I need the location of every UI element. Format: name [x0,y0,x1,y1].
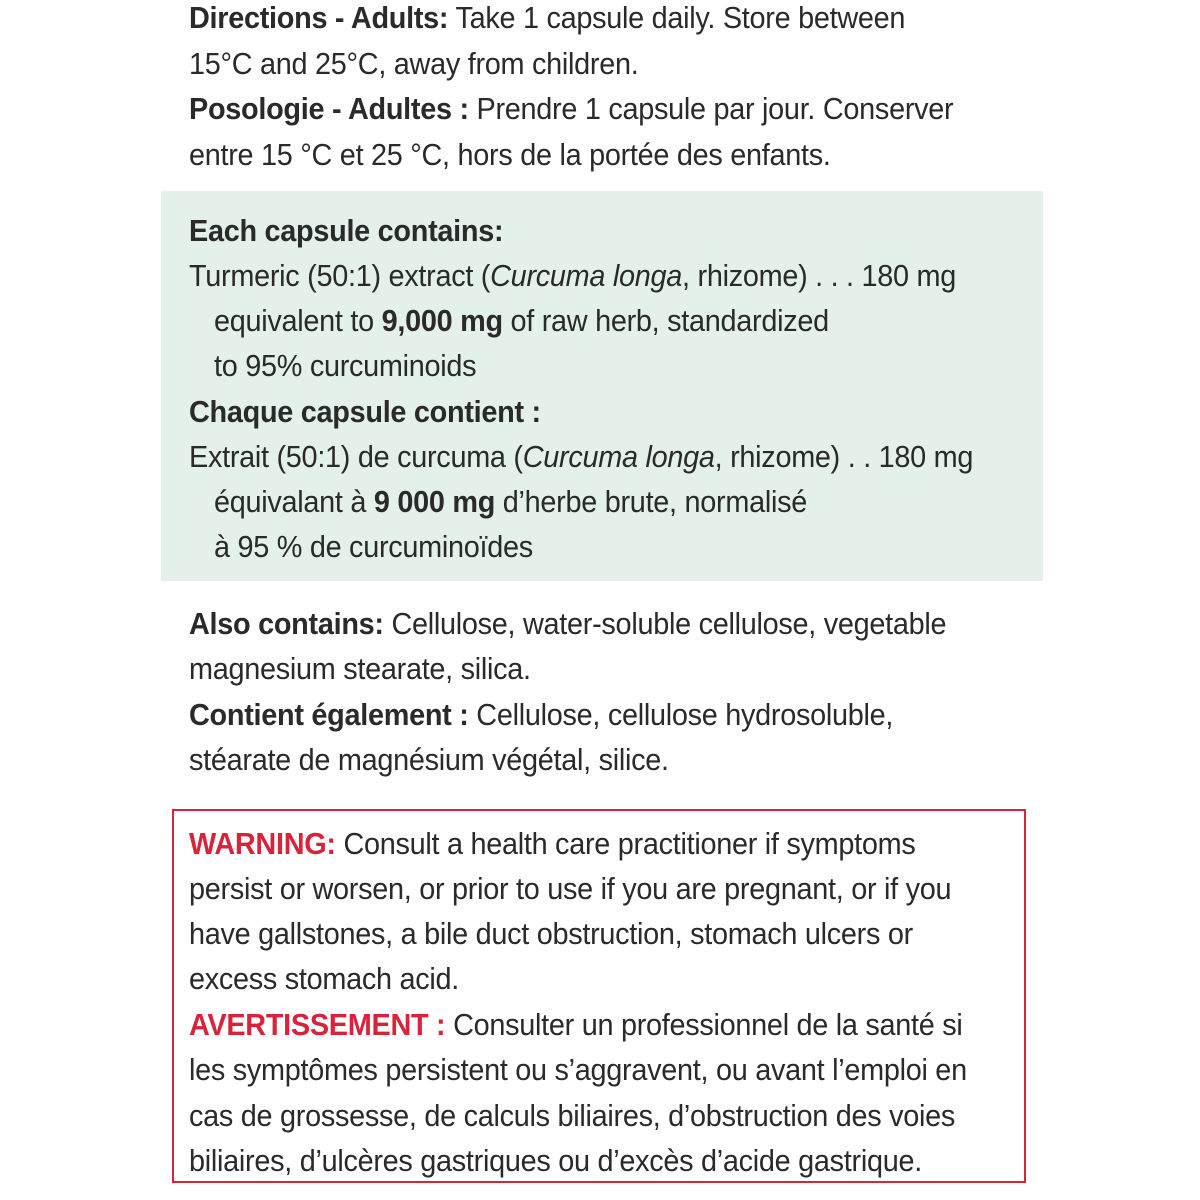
directions-fr-text-1: Prendre 1 capsule par jour. Conserver [468,91,954,126]
also-contains-fr-label: Contient également : [189,697,469,732]
also-contains-en-line-2: magnesium stearate, silica. [189,651,531,686]
ingredients-en-item-post: , rhizome) . . . 180 mg [682,258,957,293]
ingredients-fr-equiv-pre: équivalant à [214,484,374,519]
ingredients-fr-heading: Chaque capsule contient : [189,394,541,429]
ingredients-en-equiv-post: of raw herb, standardized [502,303,829,338]
ingredients-fr-item-pre: Extrait (50:1) de curcuma ( [189,439,523,474]
directions-en-line-1 [189,0,905,41]
ingredients-en-equiv-amount: 9,000 mg [381,303,503,338]
warning-fr-line-2: les symptômes persistent ou s’aggravent, ou avant l’emploi en [189,1052,967,1087]
warning-en-line-4: excess stomach acid. [189,961,460,996]
ingredients-fr-equivalent [214,479,807,525]
directions-fr-line-2: entre 15 °C et 25 °C, hors de la portée des enfants. [189,137,831,172]
directions-fr-line-1 [189,86,953,132]
also-contains-en-line-1 [189,601,946,647]
also-contains-fr-line-2: stéarate de magnésium végétal, silice. [189,742,669,777]
ingredients-fr-item-post: , rhizome) . . 180 mg [714,439,974,474]
ingredients-en-latin-name: Curcuma longa [490,258,683,293]
warning-fr-line-1 [189,1002,963,1048]
ingredients-fr-equiv-amount: 9 000 mg [373,484,496,519]
ingredients-fr-item [189,434,973,480]
directions-en-text-1: Take 1 capsule daily. Store between [448,0,906,35]
warning-fr-line-4: biliaires, d’ulcères gastriques ou d’excès d’acide gastrique. [189,1143,922,1178]
also-contains-en-text-1: Cellulose, water-soluble cellulose, vegetable [383,606,947,641]
ingredients-en-equivalent [214,298,829,344]
ingredients-en-item-pre: Turmeric (50:1) extract ( [189,258,491,293]
warning-en-line-3: have gallstones, a bile duct obstruction, stomach ulcers or [189,916,913,951]
ingredients-en-standardized: to 95% curcuminoids [214,348,477,383]
also-contains-fr-text-1: Cellulose, cellulose hydrosoluble, [468,697,894,732]
warning-fr-label: AVERTISSEMENT : [189,1007,446,1042]
warning-fr-text-1: Consulter un professionnel de la santé si [445,1007,963,1042]
warning-fr-line-3: cas de grossesse, de calculs biliaires, d’obstruction des voies [189,1098,956,1133]
ingredients-en-item [189,253,956,299]
ingredients-en-equiv-pre: equivalent to [214,303,382,338]
also-contains-fr-line-1 [189,692,893,738]
directions-fr-label: Posologie - Adultes : [189,91,469,126]
directions-en-line-2: 15°C and 25°C, away from children. [189,46,639,81]
also-contains-en-label: Also contains: [189,606,384,641]
ingredients-fr-equiv-post: d’herbe brute, normalisé [495,484,807,519]
warning-en-label: WARNING: [189,826,336,861]
ingredients-fr-latin-name: Curcuma longa [522,439,715,474]
warning-en-text-1: Consult a health care practitioner if symptoms [335,826,916,861]
warning-en-line-1 [189,821,915,867]
warning-en-line-2: persist or worsen, or prior to use if you are pregnant, or if you [189,871,952,906]
directions-en-label: Directions - Adults: [189,0,449,35]
ingredients-fr-standardized: à 95 % de curcuminoïdes [214,529,533,564]
ingredients-en-heading: Each capsule contains: [189,213,504,248]
